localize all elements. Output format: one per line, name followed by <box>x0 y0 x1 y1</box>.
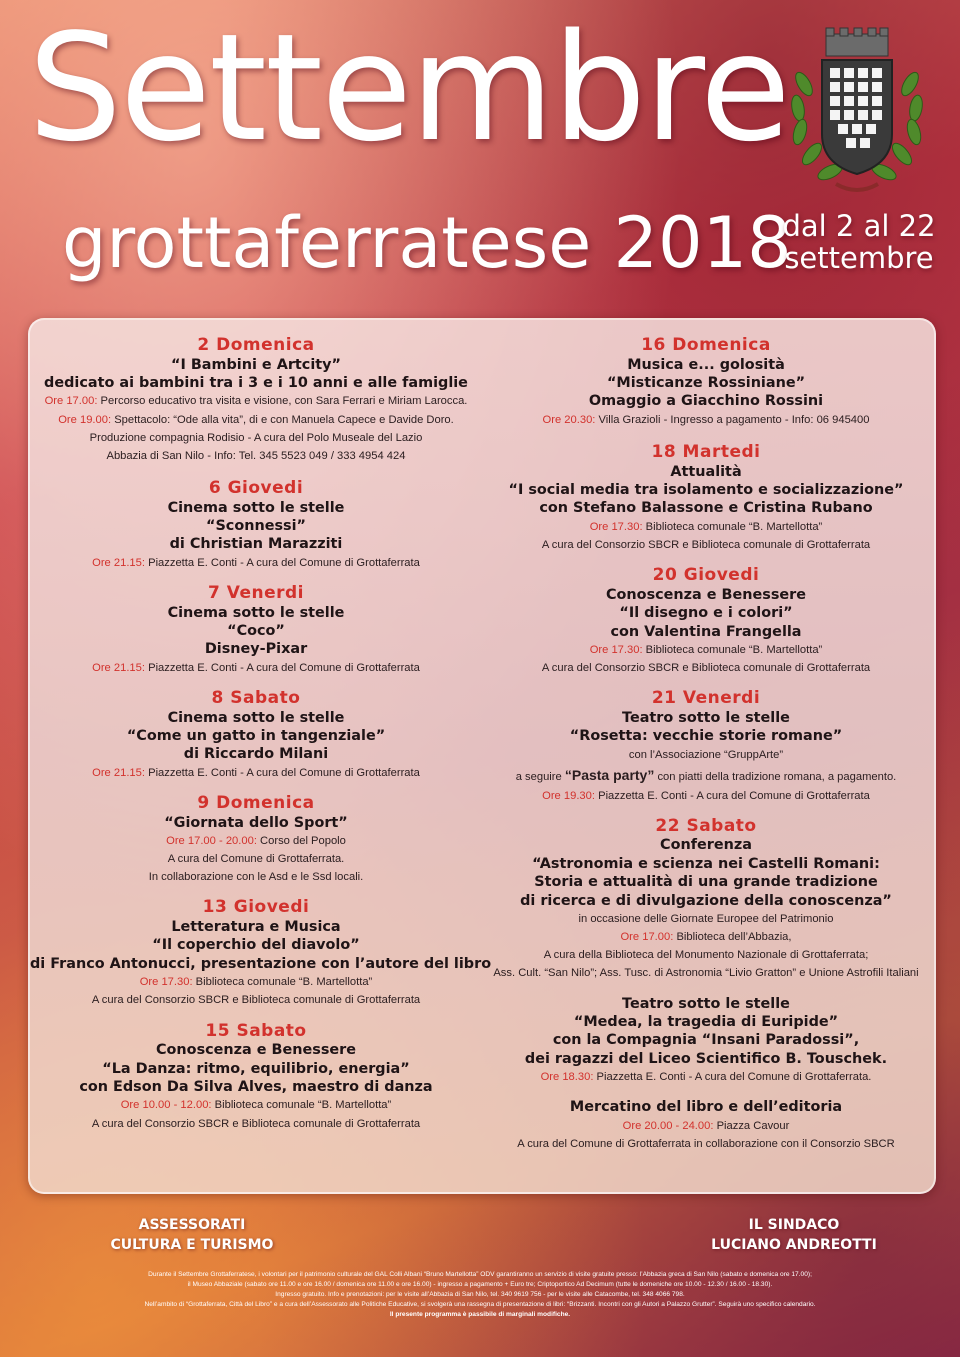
event-info <box>30 392 482 410</box>
event-time: Ore 21.15: <box>92 661 145 674</box>
event-info-text: A cura del Comune di Grottaferrata in collaborazione con il Consorzio SBCR <box>517 1137 895 1150</box>
event-info <box>30 973 482 991</box>
event-time: Ore 10.00 - 12.00: <box>120 1099 212 1112</box>
event-info <box>480 964 932 982</box>
event-day: 16 Domenica <box>641 335 771 355</box>
event-item <box>480 443 932 554</box>
programme-panel <box>28 318 936 1194</box>
event-info-text: A cura del Consorzio SBCR e Biblioteca comunale di Grottaferrata <box>91 1117 421 1130</box>
assessorati-line1: ASSESSORATI <box>138 1217 246 1233</box>
fine-print <box>30 1270 930 1320</box>
event-line: “Coco” <box>227 622 285 639</box>
event-line: di Franco Antonucci, presentazione con l’autore del libro <box>30 955 492 972</box>
event-info <box>480 536 932 554</box>
event-info <box>30 411 482 429</box>
event-day: 8 Sabato <box>211 687 301 708</box>
event-line: di Riccardo Milani <box>183 746 329 763</box>
event-line: Mercatino del libro e dell’editoria <box>569 1099 843 1116</box>
event-info-text: Biblioteca comunale “B. Martellotta” <box>642 520 823 533</box>
event-info-text: con l’Associazione “GruppArte” <box>628 748 784 761</box>
event-line: “Misticanze Rossiniane” <box>606 374 806 391</box>
event-line: “Astronomia e scienza nei Castelli Romani: <box>532 855 880 872</box>
event-info-text: Biblioteca comunale “B. Martellotta” <box>211 1099 392 1112</box>
event-time: Ore 17.00: <box>44 395 98 408</box>
event-day: 6 Giovedi <box>208 477 304 498</box>
event-info <box>30 832 482 850</box>
event-line: “Giornata dello Sport” <box>164 814 348 831</box>
fine-print-line: Il presente programma è passibile di marginali modifiche. <box>389 1311 571 1319</box>
sindaco-line1: IL SINDACO <box>748 1217 840 1233</box>
event-line: Teatro sotto le stelle <box>622 709 790 726</box>
event-info <box>480 764 932 787</box>
event-line: Conoscenza e Benessere <box>155 1042 357 1059</box>
event-info-text: A cura del Consorzio SBCR e Biblioteca comunale di Grottaferrata <box>91 994 421 1007</box>
event-time: Ore 17.30: <box>589 644 643 656</box>
event-line: con la Compagnia “Insani Paradossi”, <box>552 1032 860 1049</box>
event-info-text: Piazzetta E. Conti - A cura del Comune di Grottaferrata. <box>593 1071 872 1084</box>
event-info-text: Abbazia di San Nilo - Info: Tel. 345 5523 049 / 333 4954 424 <box>106 449 406 462</box>
event-info <box>30 1115 482 1133</box>
event-info <box>480 787 932 805</box>
town-crest-icon <box>786 24 928 202</box>
event-info <box>30 554 482 572</box>
event-info <box>480 1117 932 1135</box>
event-line: Storia e attualità di una grande tradizione <box>534 874 878 891</box>
event-info-text: In collaborazione con le Asd e le Ssd locali. <box>148 871 364 884</box>
date-range-line1: dal 2 al 22 <box>782 209 936 243</box>
event-info-highlight: “Pasta party” <box>564 766 655 783</box>
event-info-text: Biblioteca comunale “B. Martellotta” <box>642 644 823 656</box>
event-info-text: Percorso educativo tra visita e visione, con Sara Ferrari e Miriam Larocca. <box>97 395 468 408</box>
event-day: 9 Domenica <box>197 792 315 813</box>
event-info <box>30 868 482 886</box>
event-line: con Stefano Balassone e Cristina Rubano <box>539 500 873 517</box>
event-day: 15 Sabato <box>205 1020 307 1041</box>
event-info-text: in occasione delle Giornate Europee del Patrimonio <box>578 912 834 925</box>
programme-column-right <box>480 336 932 1165</box>
event-info <box>480 946 932 964</box>
event-line: Cinema sotto le stelle <box>167 499 345 516</box>
event-info-text: A cura della Biblioteca del Monumento Nazionale di Grottaferrata; <box>543 949 869 962</box>
event-info-text: Corso del Popolo <box>256 834 346 847</box>
event-time: Ore 21.15: <box>92 556 145 569</box>
event-line: Disney-Pixar <box>204 641 308 658</box>
event-info-text: Biblioteca dell’Abbazia, <box>673 931 792 944</box>
event-info-text: Piazzetta E. Conti - A cura del Comune di Grottaferrata <box>145 661 420 674</box>
event-line: “Il coperchio del diavolo” <box>152 937 360 954</box>
event-info <box>480 910 932 928</box>
event-info-text: Spettacolo: “Ode alla vita”, di e con Manuela Capece e Davide Doro. <box>111 413 454 426</box>
event-item <box>480 689 932 804</box>
event-item <box>30 794 482 886</box>
date-range <box>774 210 944 275</box>
event-line: “Come un gatto in tangenziale” <box>126 727 386 744</box>
event-day: 22 Sabato <box>655 815 757 836</box>
event-item <box>30 897 492 1009</box>
event-info <box>480 746 932 764</box>
event-info <box>480 1135 932 1153</box>
event-info <box>480 659 932 677</box>
event-item <box>30 1022 482 1133</box>
event-day: 13 Giovedi <box>202 897 310 918</box>
event-info-text: A cura del Consorzio SBCR e Biblioteca comunale di Grottaferrata <box>541 539 871 551</box>
sindaco-line2: LUCIANO ANDREOTTI <box>711 1236 877 1253</box>
event-item <box>480 336 932 429</box>
event-info <box>30 764 482 782</box>
event-line: Conoscenza e Benessere <box>605 586 807 603</box>
assessorati-signature <box>102 1216 282 1255</box>
event-info-text: Piazza Cavour <box>713 1119 790 1132</box>
event-line: dei ragazzi del Liceo Scientifico B. Touschek. <box>524 1050 888 1067</box>
event-item <box>30 336 482 465</box>
date-range-line2: settembre <box>784 241 934 276</box>
event-info <box>480 518 932 536</box>
event-line: “Il disegno e i colori” <box>619 605 793 622</box>
fine-print-line: Ingresso gratuito. Info e prenotazioni: per le visite all’Abbazia di San Nilo, tel. 340 9619 756 - per le visite alle Catacombe, tel. 348 4066 798. <box>275 1291 685 1299</box>
event-day: 21 Venerdi <box>651 688 761 709</box>
poster-subtitle: grottaferratese 2018 <box>62 202 792 284</box>
event-info-text: Produzione compagnia Rodisio - A cura del Polo Museale del Lazio <box>89 431 423 444</box>
event-line: dedicato ai bambini tra i 3 e i 10 anni e alle famiglie <box>44 374 468 391</box>
event-info <box>480 928 932 946</box>
event-item <box>480 995 932 1087</box>
assessorati-line2: CULTURA E TURISMO <box>110 1236 274 1253</box>
event-day: 20 Giovedi <box>652 565 760 586</box>
event-time: Ore 20.30: <box>542 413 596 426</box>
event-item <box>30 479 482 572</box>
event-info-text: Villa Grazioli - Ingresso a pagamento - Info: 06 945400 <box>595 413 870 426</box>
event-time: Ore 17.00: <box>620 931 674 944</box>
event-line: “Medea, la tragedia di Euripide” <box>573 1013 839 1030</box>
event-line: “Rosetta: vecchie storie romane” <box>569 728 843 745</box>
event-info <box>30 1096 482 1114</box>
event-item <box>480 566 932 677</box>
event-time: Ore 19.30: <box>542 789 595 802</box>
event-line: di Christian Marazziti <box>169 536 343 553</box>
event-line: “I social media tra isolamento e socializzazione” <box>508 481 904 498</box>
event-info-text: Piazzetta E. Conti - A cura del Comune di Grottaferrata <box>145 766 420 779</box>
event-info <box>30 429 482 447</box>
event-line: Musica e... golosità <box>627 356 785 373</box>
event-line: “Sconnessi” <box>205 517 306 534</box>
event-line: Teatro sotto le stelle <box>622 995 790 1012</box>
event-info <box>480 411 932 429</box>
event-line: “La Danza: ritmo, equilibrio, energia” <box>102 1060 410 1077</box>
event-line: Attualità <box>670 463 742 480</box>
event-line: “I Bambini e Artcity” <box>171 356 341 373</box>
event-time: Ore 19.00: <box>58 413 112 426</box>
event-info <box>480 641 932 659</box>
poster-title: Settembre <box>28 2 789 174</box>
event-time: Ore 18.30: <box>540 1071 594 1084</box>
event-info <box>30 991 482 1009</box>
event-day: 18 Martedi <box>651 442 761 462</box>
event-line: Cinema sotto le stelle <box>167 709 345 726</box>
event-item <box>480 817 932 983</box>
event-item <box>480 1098 932 1153</box>
event-info-text: Piazzetta E. Conti - A cura del Comune di Grottaferrata <box>595 789 870 802</box>
event-info-text: Ass. Cult. “San Nilo”; Ass. Tusc. di Astronomia “Livio Gratton” e Unione Astrofili Italiani <box>493 967 919 980</box>
event-line: Cinema sotto le stelle <box>167 604 345 621</box>
programme-column-left <box>30 335 492 1145</box>
event-time: Ore 17.00 - 20.00: <box>166 834 257 847</box>
event-day: 2 Domenica <box>197 335 315 355</box>
event-info <box>30 850 482 868</box>
event-day: 7 Venerdi <box>207 582 305 603</box>
event-item <box>30 689 482 782</box>
event-info-text: Biblioteca comunale “B. Martellotta” <box>192 976 373 989</box>
event-line: di ricerca e di divulgazione della conoscenza” <box>520 892 892 909</box>
event-info-text: a seguire <box>515 770 565 783</box>
event-info-text: Piazzetta E. Conti - A cura del Comune di Grottaferrata <box>145 556 420 569</box>
event-info <box>30 659 482 677</box>
event-time: Ore 17.30: <box>589 520 643 533</box>
event-item <box>30 584 482 677</box>
event-info-text: A cura del Comune di Grottaferrata. <box>167 853 345 866</box>
event-line: con Valentina Frangella <box>610 623 802 640</box>
event-line: con Edson Da Silva Alves, maestro di danza <box>79 1078 433 1095</box>
event-info <box>480 1068 932 1086</box>
event-line: Letteratura e Musica <box>171 918 341 935</box>
fine-print-line: Durante il Settembre Grottaferratese, i volontari per il patrimonio culturale del GAL Colli Albani “Bruno Martellotta” ODV garantiranno un servizio di visite gratuite presso: l’Abbazia greca di San Nilo (sabato e domenica ore 17.00); <box>148 1271 812 1278</box>
fine-print-line: il Museo Abbaziale (sabato ore 11.00 e ore 16.00 / domenica ore 11.00 e ore 16.00) - ingresso a pagamento + Euro tre; Criptoportico Ad Decimum (tutte le domeniche ore 10.00 - 12.30 / 16.00 - 18.30). <box>187 1281 773 1289</box>
sindaco-signature <box>694 1216 894 1255</box>
event-info <box>30 447 482 465</box>
fine-print-line: Nell’ambito di “Grottaferrata, Città del Libro” e a cura dell’Assessorato alle Politiche Educative, si svolgerà una rassegna di presentazione di libri: “Brizzanti. Incontri con gli Autori a Palazzo Grutter”. Seguirà uno specifico calendario. <box>144 1301 816 1309</box>
event-info-text: con piatti della tradizione romana, a pagamento. <box>654 770 897 783</box>
event-line: Omaggio a Giacchino Rossini <box>588 393 824 410</box>
event-info-text: A cura del Consorzio SBCR e Biblioteca comunale di Grottaferrata <box>541 662 871 675</box>
event-time: Ore 21.15: <box>92 766 145 779</box>
event-time: Ore 17.30: <box>139 976 193 989</box>
event-time: Ore 20.00 - 24.00: <box>622 1119 714 1132</box>
event-line: Conferenza <box>660 837 752 854</box>
